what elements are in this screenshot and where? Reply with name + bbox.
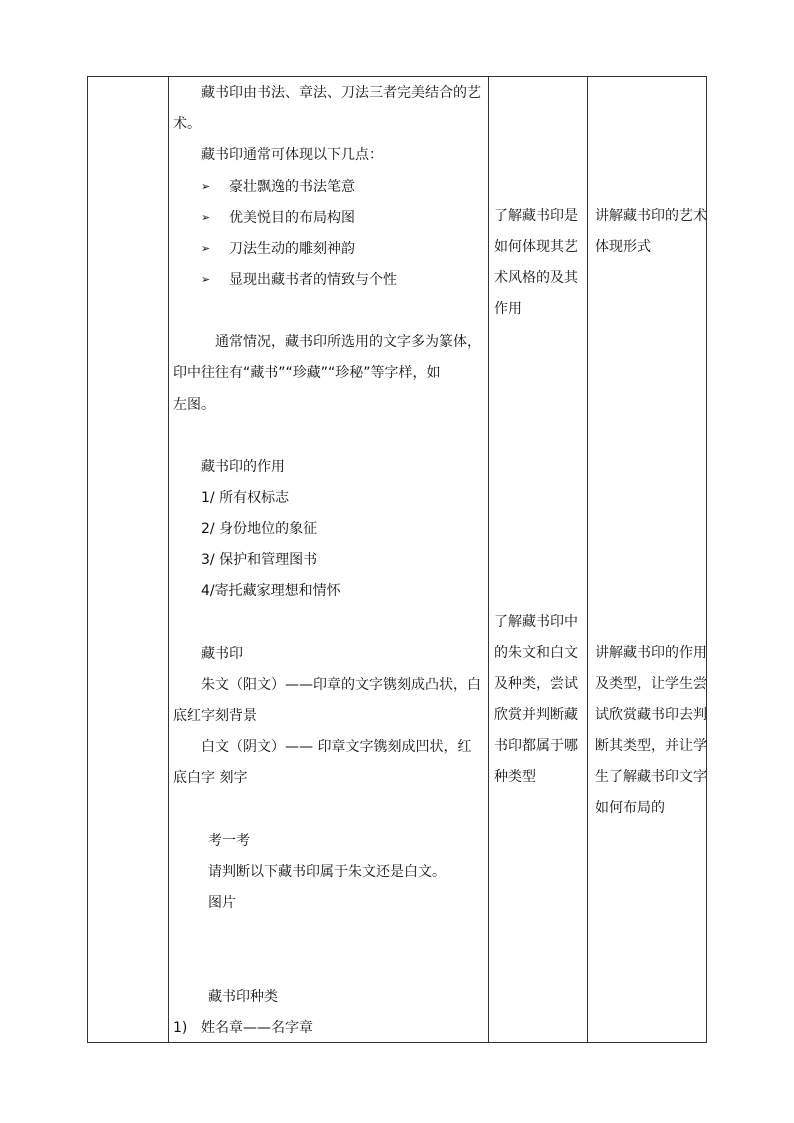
bullet-item: 豪壮飘逸的书法笔意 [229,179,355,195]
bullet-arrow-icon: ➢ [201,273,211,286]
quiz-image-placeholder: 图片 [208,895,236,911]
function-item: 4/寄托藏家理想和情怀 [201,583,341,599]
bullet-item: 显现出藏书者的情致与个性 [229,272,397,288]
teaching-method: 讲解藏书印的艺术体现形式 [595,208,707,255]
column-divider [168,77,169,1042]
quiz-heading: 考一考 [208,833,250,849]
script-line: 左图。 [173,397,215,413]
kinds-item-number: 1) [173,1020,188,1036]
script-line: 通常情况，藏书印所选用的文字多为篆体， [215,334,481,350]
types-heading: 藏书印 [201,646,243,662]
zhuwen-line: 底红字刻背景 [173,708,257,724]
baiwen-line: 底白字 刻字 [173,770,248,786]
column-divider [488,77,489,1042]
learning-goal: 了解藏书印中的朱文和白文及种类，尝试欣赏并判断藏书印都属于哪种类型 [494,614,578,785]
function-item: 3/ 保护和管理图书 [201,552,318,568]
function-heading: 藏书印的作用 [201,459,285,475]
script-line: 印中往往有“藏书”“珍藏”“珍秘”等字样，如 [173,365,441,381]
function-item: 2/ 身份地位的象征 [201,521,318,537]
bullet-item: 优美悦目的布局构图 [229,210,355,226]
kinds-item: 姓名章——名字章 [201,1020,313,1036]
intro-line: 术。 [173,116,201,132]
bullet-arrow-icon: ➢ [201,242,211,255]
function-item: 1/ 所有权标志 [201,490,290,506]
bullet-item: 刀法生动的雕刻神韵 [229,241,355,257]
kinds-heading: 藏书印种类 [208,989,278,1005]
learning-goal: 了解藏书印是如何体现其艺术风格的及其作用 [494,208,578,317]
baiwen-line: 白文（阴文）—— 印章文字镌刻成凹状，红 [201,739,472,755]
bullet-arrow-icon: ➢ [201,180,211,193]
column-divider [587,77,588,1042]
quiz-question: 请判断以下藏书印属于朱文还是白文。 [208,864,446,880]
lesson-table [87,76,707,1043]
teaching-method: 讲解藏书印的作用及类型，让学生尝试欣赏藏书印去判断其类型，并让学生了解藏书印文字如何布局的 [595,645,707,816]
bullet-arrow-icon: ➢ [201,211,211,224]
zhuwen-line: 朱文（阳文）——印章的文字镌刻成凸状，白 [201,677,481,693]
intro-line: 藏书印由书法、章法、刀法三者完美结合的艺 [201,85,481,101]
points-heading: 藏书印通常可体现以下几点： [201,147,383,163]
